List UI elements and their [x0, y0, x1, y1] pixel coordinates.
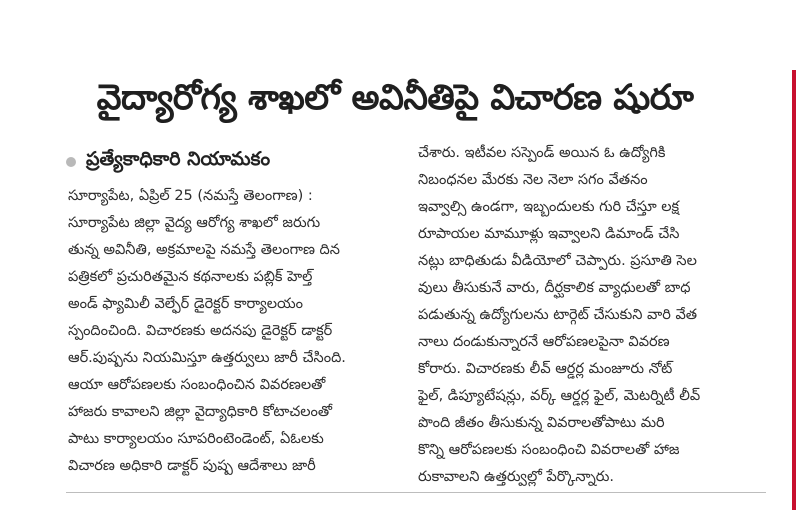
- accent-bar: [792, 70, 796, 510]
- bullet-icon: [66, 157, 76, 167]
- text-line: స్పందించింది. విచారణకు అదనపు డైరెక్టర్ డాక్టర్: [68, 323, 333, 339]
- text-line: పాటు కార్యాలయం సూపరింటెండెంట్, ఏఓలకు: [68, 431, 324, 447]
- text-line: నట్లు బాధితుడు వీడియోలో చెప్పారు. ప్రసూతి సెల: [418, 253, 697, 269]
- headline: వైద్యారోగ్య శాఖలో అవినీతిపై విచారణ షురూ: [96, 78, 694, 118]
- right-column: [418, 140, 754, 491]
- text-line: నిబంధనల మేరకు నెల నెలా సగం వేతనం: [418, 172, 648, 188]
- text-line: అండ్ ఫ్యామిలీ వెల్ఫేర్ డైరెక్టర్ కార్యాలయం: [68, 296, 304, 312]
- left-column: [68, 183, 404, 480]
- text-line: ఇవ్వాల్సి ఉండగా, ఇబ్బందులకు గురి చేస్తూ లక్ష: [418, 199, 680, 215]
- text-line: పొంది జీతం తీసుకున్న వివరాలతోపాటు మరి: [418, 415, 665, 431]
- text-line: కోరారు. విచారణకు లీవ్ ఆర్డర్ల మంజూరు నోట్: [418, 361, 673, 377]
- text-line: సూర్యాపేట జిల్లా వైద్య ఆరోగ్య శాఖలో జరుగు: [68, 215, 321, 231]
- text-line: ఫైల్, డిప్యూటేషన్లు, వర్క్ ఆర్డర్ల ఫైల్, మెటర్నిటీ లీవ్: [418, 388, 701, 404]
- subheading-text: ప్రత్యేకాధికారి నియామకం: [86, 148, 271, 170]
- text-line: ఆయా ఆరోపణలకు సంబంధించిన వివరణలతో: [68, 377, 326, 393]
- text-line: కొన్ని ఆరోపణలకు సంబంధించి వివరాలతో హాజ: [418, 442, 680, 458]
- text-line: నాలు దండుకున్నారనే ఆరోపణలపైనా వివరణ: [418, 334, 670, 350]
- text-line: తున్న అవినీతి, అక్రమాలపై నమస్తే తెలంగాణ దిన: [68, 242, 340, 258]
- bottom-divider: [66, 492, 766, 493]
- text-line: సూర్యాపేట, ఏప్రిల్ 25 (నమస్తే తెలంగాణ) :: [68, 188, 313, 204]
- text-line: పత్రికలో ప్రచురితమైన కథనాలకు పబ్లిక్ హెల్త్: [68, 269, 313, 285]
- text-line: చేశారు. ఇటీవల సస్పెండ్ అయిన ఓ ఉద్యోగికి: [418, 145, 666, 161]
- text-line: వులు తీసుకునే వారు, దీర్ఘకాలిక వ్యాధులతో బాధ: [418, 280, 691, 296]
- text-line: ఆర్.పుష్పను నియమిస్తూ ఉత్తర్వులు జారీ చేసింది.: [68, 350, 346, 366]
- text-line: పడుతున్న ఉద్యోగులను టార్గెట్ చేసుకుని వారి వేత: [418, 307, 698, 323]
- text-line: రూపాయల మామూళ్లు ఇవ్వాలని డిమాండ్ చేసి: [418, 226, 680, 242]
- text-line: హాజరు కావాలని జిల్లా వైద్యాధికారి కోటాచలంతో: [68, 404, 333, 420]
- subheading: [66, 148, 270, 175]
- text-line: రుకావాలని ఉత్తర్వుల్లో పేర్కొన్నారు.: [418, 469, 615, 485]
- text-line: విచారణ అధికారి డాక్టర్ పుష్ప ఆదేశాలు జారీ: [68, 458, 316, 474]
